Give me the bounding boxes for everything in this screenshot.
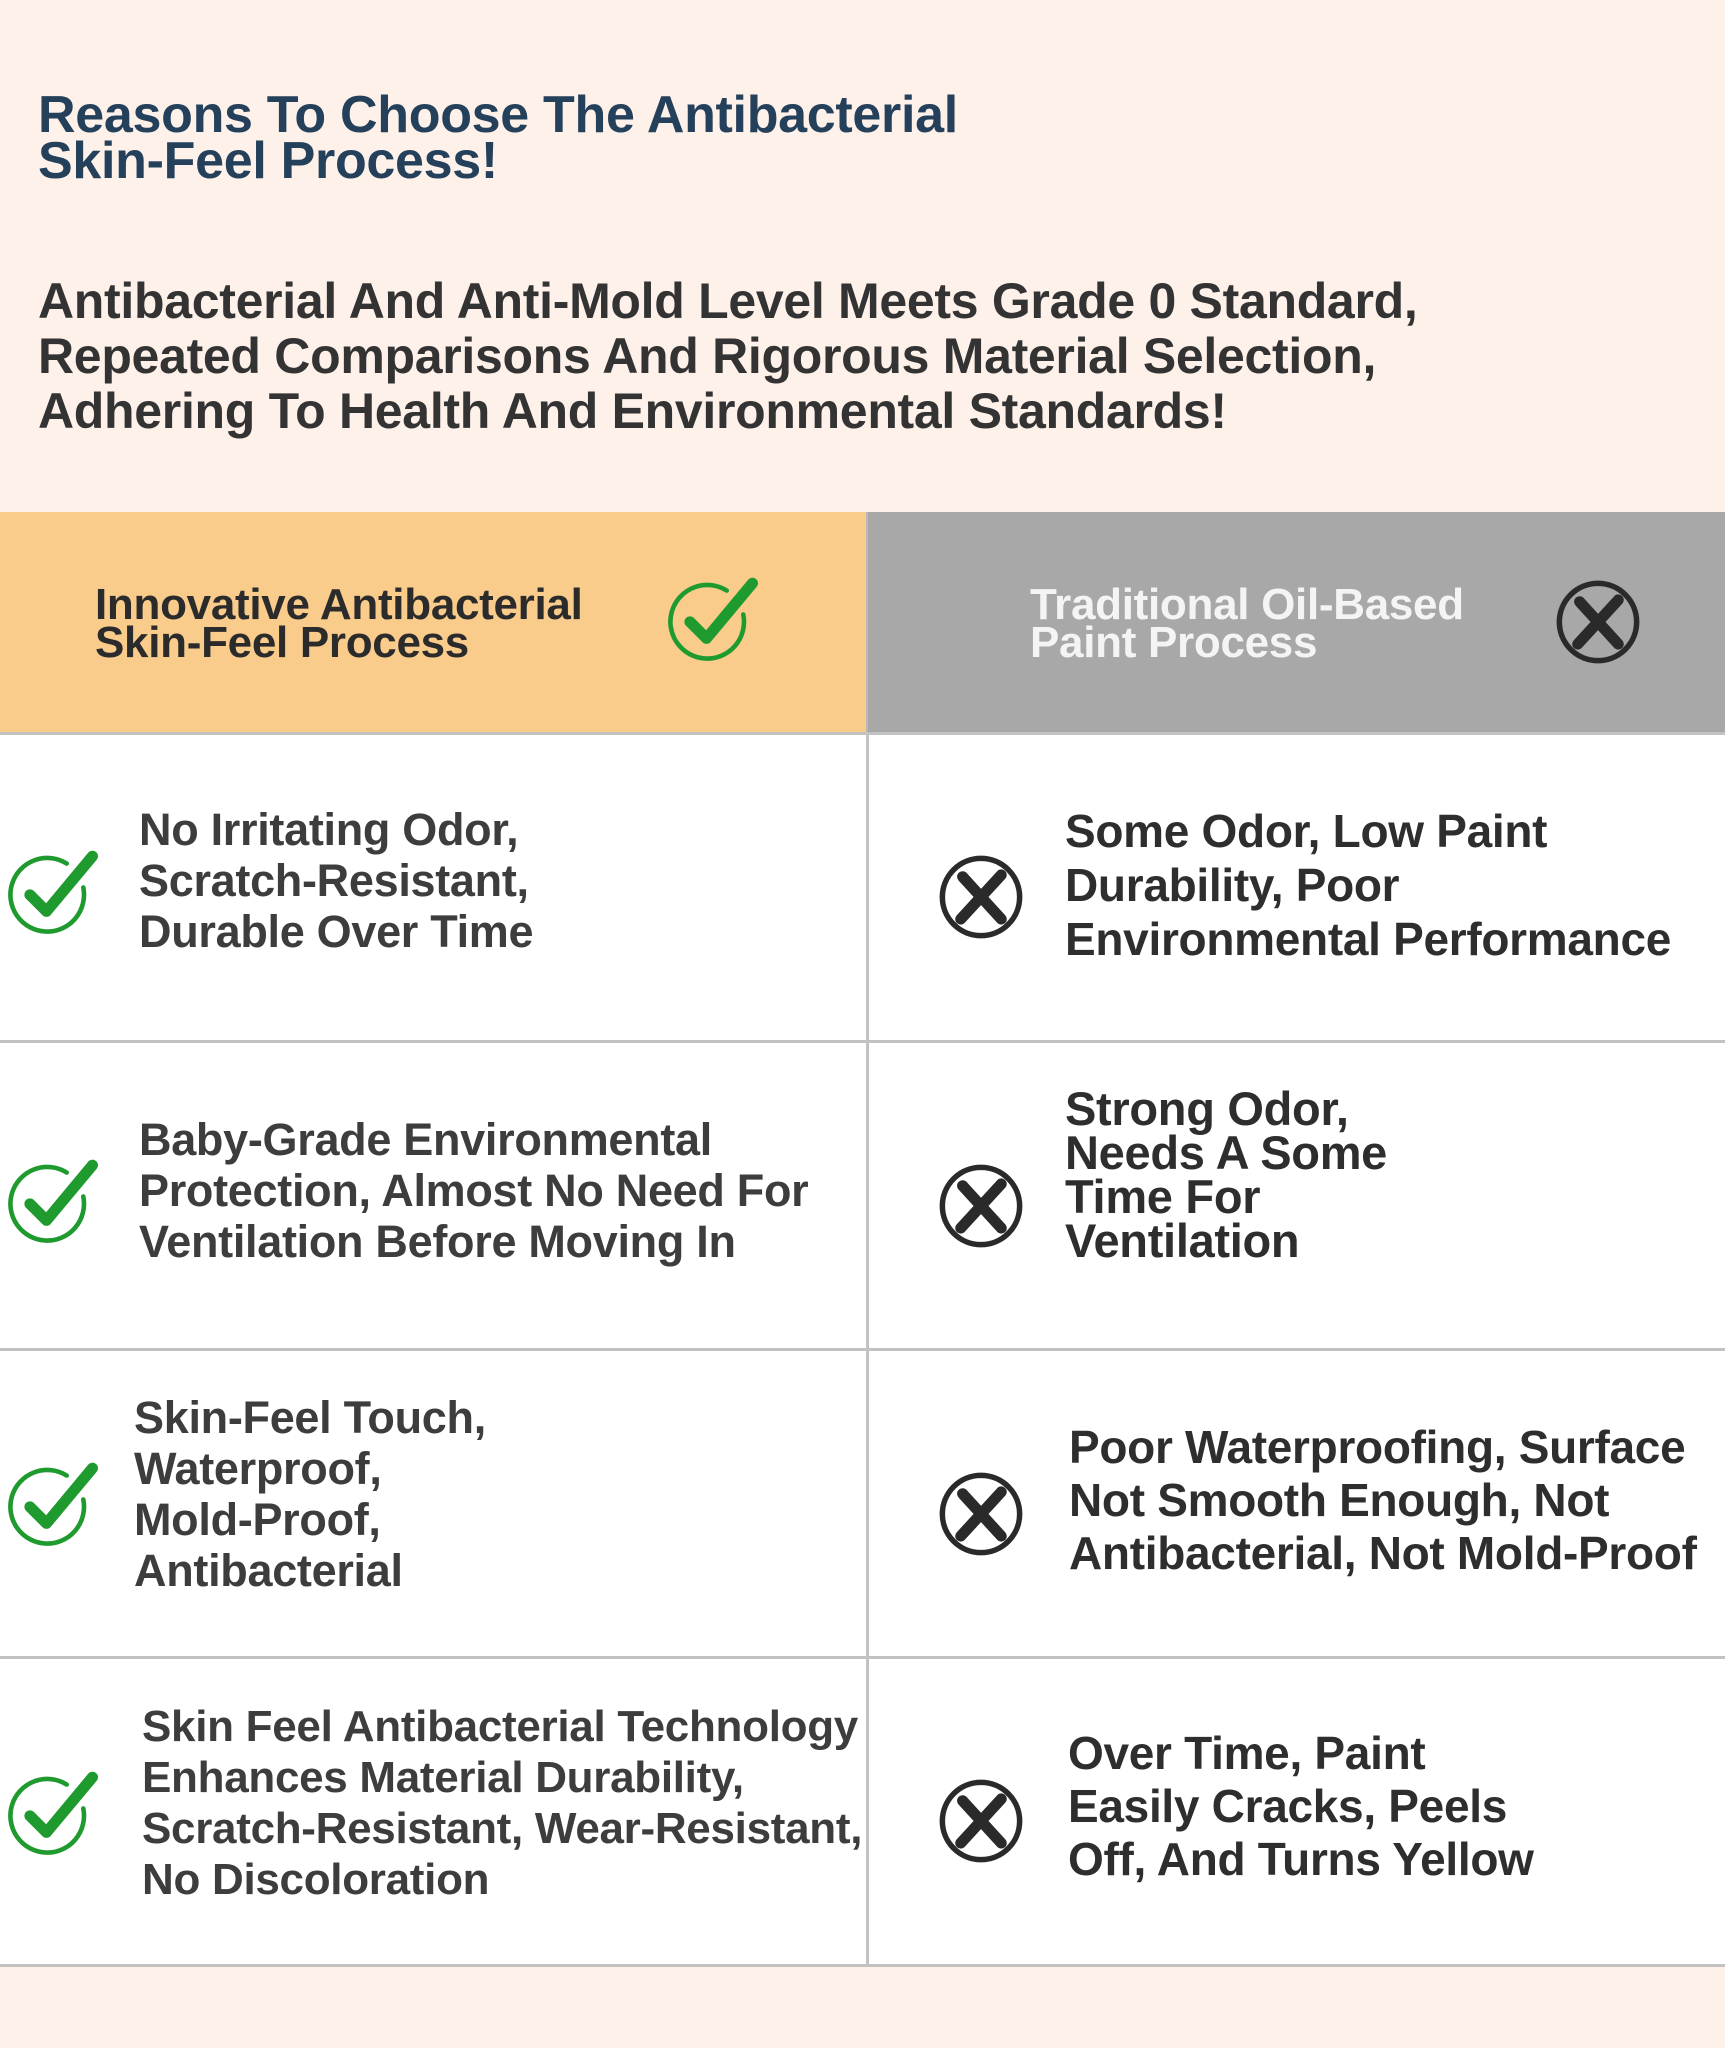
comparison-header-row (0, 512, 1725, 732)
feature-line: Off, And Turns Yellow (1068, 1833, 1534, 1885)
traditional-cell (866, 735, 1725, 1040)
page-subtitle (38, 274, 1598, 439)
header-traditional-label (1030, 580, 1464, 667)
feature-line: Strong Odor, (1065, 1082, 1349, 1135)
cross-icon (935, 1160, 1027, 1252)
traditional-cell (866, 1043, 1725, 1348)
comparison-table (0, 512, 1725, 1967)
feature-line: Easily Cracks, Peels (1068, 1780, 1507, 1832)
header-label-line: Traditional Oil-Based (1030, 580, 1464, 629)
feature-line: Poor Waterproofing, Surface (1069, 1421, 1686, 1473)
feature-line: Not Smooth Enough, Not (1069, 1474, 1610, 1526)
check-icon (6, 1459, 98, 1551)
header-label-line: Innovative Antibacterial (95, 580, 583, 629)
innovative-cell (0, 1043, 866, 1348)
page-title (38, 86, 1038, 190)
feature-line: No Irritating Odor, (139, 804, 519, 855)
traditional-feature-text (1069, 1421, 1697, 1580)
feature-line: Ventilation (1065, 1214, 1300, 1267)
comparison-row (0, 1348, 1725, 1656)
feature-line: Antibacterial, Not Mold-Proof (1069, 1527, 1697, 1579)
traditional-feature-text (1068, 1727, 1534, 1886)
traditional-feature-text (1065, 804, 1671, 966)
page-title-line: Reasons To Choose The Antibacterial (38, 86, 958, 144)
traditional-cell (866, 1659, 1725, 1964)
header-traditional-process (866, 512, 1725, 732)
comparison-row (0, 1040, 1725, 1348)
header-label-line: Paint Process (1030, 618, 1318, 667)
feature-line: Environmental Performance (1065, 913, 1672, 965)
feature-line: Skin-Feel Touch, (134, 1392, 486, 1443)
feature-line: Durability, Poor (1065, 859, 1400, 911)
feature-line: Baby-Grade Environmental (139, 1114, 712, 1165)
feature-line: Time For (1065, 1170, 1261, 1223)
innovative-cell (0, 1659, 866, 1964)
check-icon (6, 847, 98, 939)
feature-line: Mold-Proof, (134, 1494, 381, 1545)
subtitle-line: Repeated Comparisons And Rigorous Material Selection, (38, 328, 1377, 384)
innovative-feature-text (134, 1392, 486, 1596)
feature-line: Some Odor, Low Paint (1065, 805, 1548, 857)
feature-line: Needs A Some (1065, 1126, 1388, 1179)
innovative-feature-text (139, 1114, 808, 1267)
feature-line: Skin Feel Antibacterial Technology (142, 1702, 858, 1751)
check-icon (666, 574, 758, 666)
feature-line: Ventilation Before Moving In (139, 1216, 736, 1267)
header-innovative-label (95, 580, 583, 667)
header-label-line: Skin-Feel Process (95, 618, 469, 667)
innovative-feature-text (142, 1701, 862, 1905)
cross-icon (935, 1468, 1027, 1560)
feature-line: Waterproof, (134, 1443, 382, 1494)
check-icon (6, 1768, 98, 1860)
header-innovative-process (0, 512, 866, 732)
comparison-row (0, 732, 1725, 1040)
feature-line: Durable Over Time (139, 906, 534, 957)
feature-line: No Discoloration (142, 1855, 490, 1904)
feature-line: Enhances Material Durability, (142, 1753, 744, 1802)
comparison-row (0, 1656, 1725, 1967)
subtitle-line: Antibacterial And Anti-Mold Level Meets Grade 0 Standard, (38, 273, 1418, 329)
feature-line: Scratch-Resistant, Wear-Resistant, (142, 1804, 863, 1853)
innovative-cell (0, 735, 866, 1040)
cross-icon (935, 851, 1027, 943)
check-icon (6, 1156, 98, 1248)
innovative-feature-text (139, 804, 533, 957)
cross-icon (1552, 576, 1644, 668)
traditional-cell (866, 1351, 1725, 1656)
innovative-cell (0, 1351, 866, 1656)
page-title-line: Skin-Feel Process! (38, 132, 498, 190)
feature-line: Protection, Almost No Need For (139, 1165, 809, 1216)
feature-line: Over Time, Paint (1068, 1727, 1426, 1779)
feature-line: Scratch-Resistant, (139, 855, 529, 906)
subtitle-line: Adhering To Health And Environmental Standards! (38, 383, 1227, 439)
feature-line: Antibacterial (134, 1545, 403, 1596)
traditional-feature-text (1065, 1082, 1388, 1267)
cross-icon (935, 1775, 1027, 1867)
